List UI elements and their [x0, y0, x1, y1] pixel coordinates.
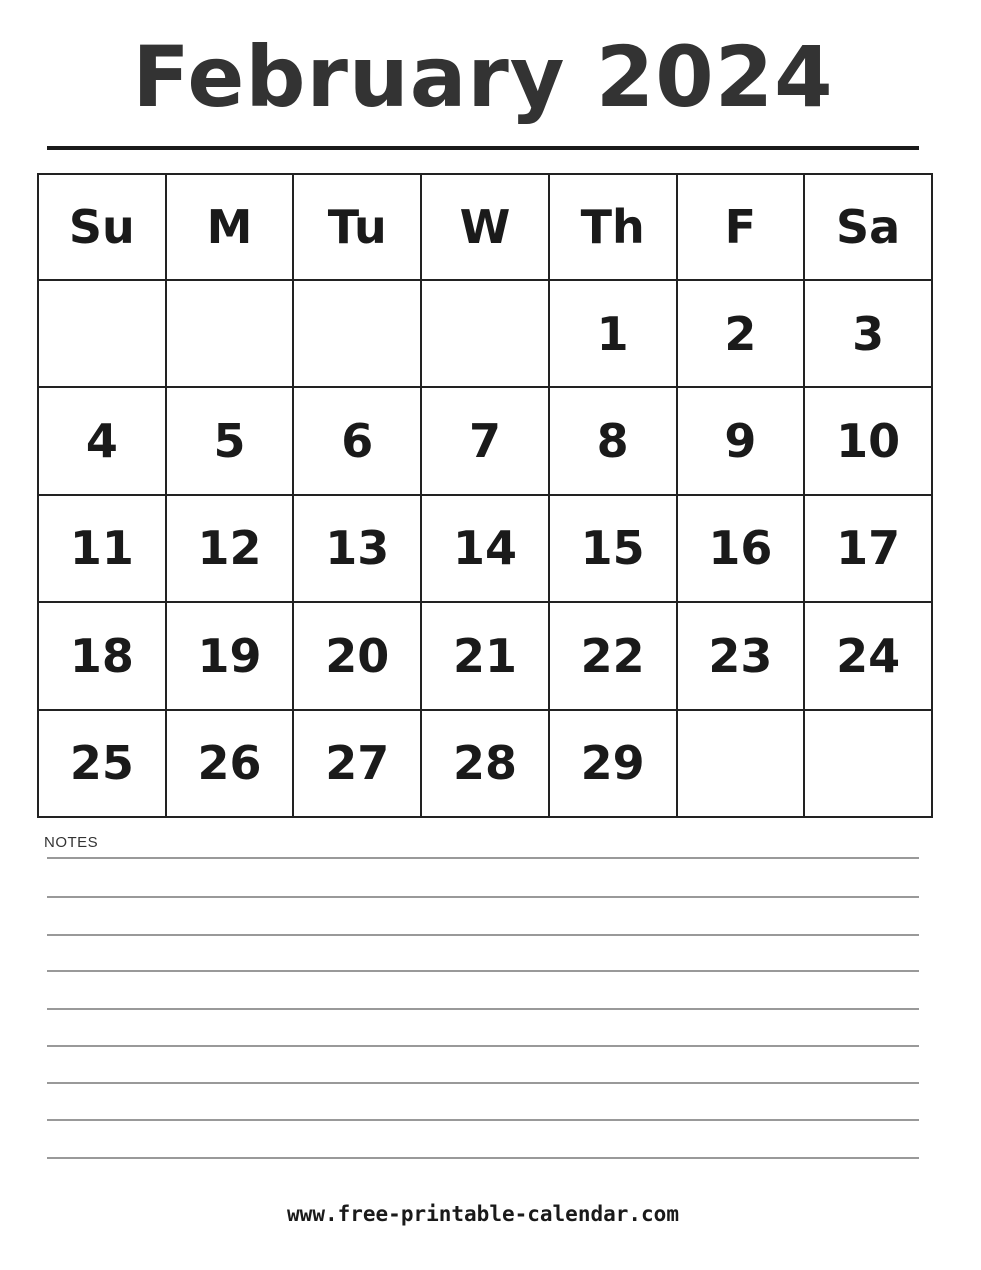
- day-cell: [293, 280, 421, 387]
- note-line: [47, 1008, 919, 1010]
- day-cell: 24: [804, 602, 932, 709]
- day-cell: 2: [677, 280, 805, 387]
- weekday-thursday: Th: [549, 174, 677, 280]
- day-cell: [804, 710, 932, 817]
- day-cell: 3: [804, 280, 932, 387]
- note-line: [47, 1157, 919, 1159]
- week-row: [38, 387, 932, 494]
- day-cell: 13: [293, 495, 421, 602]
- day-cell: 28: [421, 710, 549, 817]
- day-cell: 19: [166, 602, 294, 709]
- note-line: [47, 1082, 919, 1084]
- day-cell: 22: [549, 602, 677, 709]
- footer-url: www.free-printable-calendar.com: [287, 1202, 679, 1226]
- day-cell: 1: [549, 280, 677, 387]
- title-rule: [47, 146, 919, 150]
- note-line: [47, 896, 919, 898]
- day-cell: 4: [38, 387, 166, 494]
- week-row: [38, 280, 932, 387]
- day-cell: 21: [421, 602, 549, 709]
- calendar-grid: [37, 173, 933, 818]
- note-line: [47, 934, 919, 936]
- day-cell: 17: [804, 495, 932, 602]
- day-cell: 6: [293, 387, 421, 494]
- day-cell: 18: [38, 602, 166, 709]
- note-line: [47, 1045, 919, 1047]
- day-cell: 27: [293, 710, 421, 817]
- day-cell: 10: [804, 387, 932, 494]
- day-cell: 25: [38, 710, 166, 817]
- note-line: [47, 1119, 919, 1121]
- day-cell: 15: [549, 495, 677, 602]
- day-cell: 14: [421, 495, 549, 602]
- week-row: [38, 710, 932, 817]
- day-cell: [677, 710, 805, 817]
- note-line: [47, 970, 919, 972]
- day-cell: 8: [549, 387, 677, 494]
- day-cell: 5: [166, 387, 294, 494]
- day-cell: 12: [166, 495, 294, 602]
- week-row: [38, 602, 932, 709]
- weekday-tuesday: Tu: [293, 174, 421, 280]
- day-cell: 7: [421, 387, 549, 494]
- day-cell: 23: [677, 602, 805, 709]
- day-cell: 26: [166, 710, 294, 817]
- day-cell: [421, 280, 549, 387]
- weekday-sunday: Su: [38, 174, 166, 280]
- day-cell: 9: [677, 387, 805, 494]
- weekday-wednesday: W: [421, 174, 549, 280]
- weekday-header-row: [38, 174, 932, 280]
- week-row: [38, 495, 932, 602]
- day-cell: 20: [293, 602, 421, 709]
- day-cell: 11: [38, 495, 166, 602]
- page-title: February 2024: [132, 28, 834, 126]
- weekday-monday: M: [166, 174, 294, 280]
- note-line: [47, 857, 919, 859]
- day-cell: [38, 280, 166, 387]
- day-cell: [166, 280, 294, 387]
- day-cell: 29: [549, 710, 677, 817]
- notes-label: NOTES: [44, 834, 99, 851]
- day-cell: 16: [677, 495, 805, 602]
- weekday-saturday: Sa: [804, 174, 932, 280]
- weekday-friday: F: [677, 174, 805, 280]
